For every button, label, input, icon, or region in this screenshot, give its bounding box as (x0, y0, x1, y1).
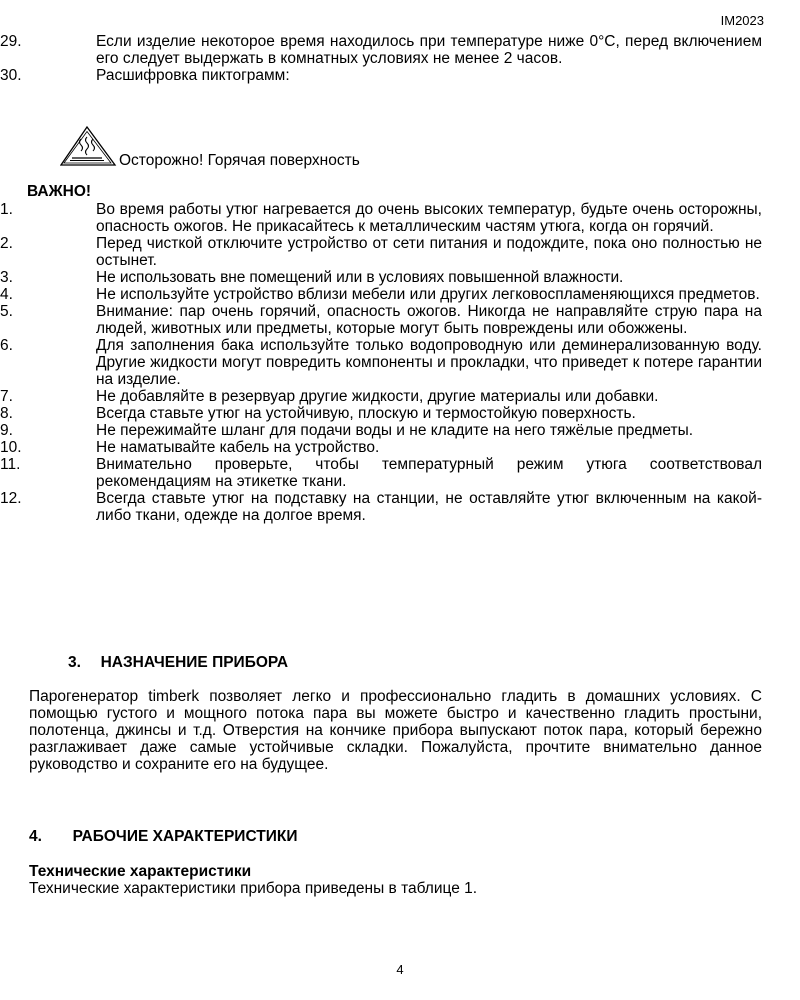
list-item (0, 286, 800, 303)
item-number: 30. (0, 67, 22, 84)
item-text: Не добавляйте в резервуар другие жидкости, другие материалы или добавки. (96, 388, 659, 405)
item-number: 9. (0, 422, 13, 439)
item-number: 2. (0, 235, 13, 252)
important-list (0, 201, 800, 524)
list-item (0, 490, 800, 524)
item-text: Внимание: пар очень горячий, опасность ожогов. Никогда не направляйте струю пара на людей, животных или предметы, которые могут быть повреждены или обожжены. (96, 303, 762, 337)
item-text: Расшифровка пиктограмм: (96, 67, 290, 84)
section-4-heading (29, 828, 297, 845)
list-item (0, 337, 800, 388)
item-number: 5. (0, 303, 13, 320)
tech-specs-paragraph: Технические характеристики прибора приведены в таблице 1. (29, 880, 478, 897)
item-text: Внимательно проверьте, чтобы температурный режим утюга соответствовал рекомендациям на этикетке ткани. (96, 456, 762, 490)
pictogram-label: Осторожно! Горячая поверхность (119, 152, 360, 169)
item-number: 6. (0, 337, 13, 354)
item-text: Перед чисткой отключите устройство от сети питания и подождите, пока оно полностью не остынет. (96, 235, 762, 269)
section-title: РАБОЧИЕ ХАРАКТЕРИСТИКИ (72, 828, 298, 845)
list-item (0, 422, 800, 439)
item-number: 29. (0, 33, 22, 50)
item-number: 7. (0, 388, 13, 405)
section-number: 4. (29, 828, 42, 845)
item-text: Не используйте устройство вблизи мебели или других легковоспламеняющихся предметов. (96, 286, 760, 303)
item-text: Для заполнения бака используйте только водопроводную или деминерализованную воду. Другие жидкости могут повредить компоненты и прокладки, что приведет к потере гарантии на изделие. (96, 337, 762, 388)
item-text: Если изделие некоторое время находилось при температуре ниже 0°С, перед включением его следует выдержать в комнатных условиях не менее 2 часов. (96, 33, 762, 67)
list-item (0, 456, 800, 490)
section-3-paragraph: Парогенератор timberk позволяет легко и профессионально гладить в домашних условиях. С помощью густого и мощного потока пара вы можете быстро и качественно гладить простыни, полотенца, джинсы и т.д. Отверстия на кончике прибора выпускают поток пара, который бережно разглаживает даже самые устойчивые складки. Пожалуйста, прочтите внимательно данное руководство и сохраните его на будущее. (29, 688, 762, 773)
important-heading: ВАЖНО! (27, 183, 92, 200)
section-title: НАЗНАЧЕНИЕ ПРИБОРА (100, 654, 289, 671)
item-number: 12. (0, 490, 22, 507)
item-text: Во время работы утюг нагревается до очень высоких температур, будьте очень осторожны, опасность ожогов. Не прикасайтесь к металлическим частям утюга, когда он горячий. (96, 201, 762, 235)
section-3-heading (68, 654, 288, 671)
item-number: 10. (0, 439, 22, 456)
list-item (0, 303, 800, 337)
document-code: IM2023 (720, 13, 764, 28)
list-item (0, 33, 800, 67)
list-item (0, 201, 800, 235)
item-number: 8. (0, 405, 13, 422)
hot-surface-warning-icon (60, 125, 118, 167)
list-item (0, 235, 800, 269)
item-text: Не наматывайте кабель на устройство. (96, 439, 380, 456)
intro-list (0, 33, 800, 84)
item-number: 4. (0, 286, 13, 303)
item-text: Не пережимайте шланг для подачи воды и не кладите на него тяжёлые предметы. (96, 422, 694, 439)
list-item (0, 269, 800, 286)
item-number: 1. (0, 201, 13, 218)
tech-specs-subheading: Технические характеристики (29, 863, 252, 880)
item-text: Не использовать вне помещений или в условиях повышенной влажности. (96, 269, 624, 286)
item-number: 11. (0, 456, 21, 473)
section-number: 3. (68, 654, 81, 671)
list-item (0, 388, 800, 405)
list-item (0, 405, 800, 422)
item-text: Всегда ставьте утюг на устойчивую, плоскую и термостойкую поверхность. (96, 405, 636, 422)
item-text: Всегда ставьте утюг на подставку на станции, не оставляйте утюг включенным на какой-либо ткани, одежде на долгое время. (96, 490, 762, 524)
pictogram-row (60, 125, 360, 169)
list-item (0, 67, 800, 84)
page-number: 4 (396, 962, 404, 977)
item-number: 3. (0, 269, 13, 286)
list-item (0, 439, 800, 456)
